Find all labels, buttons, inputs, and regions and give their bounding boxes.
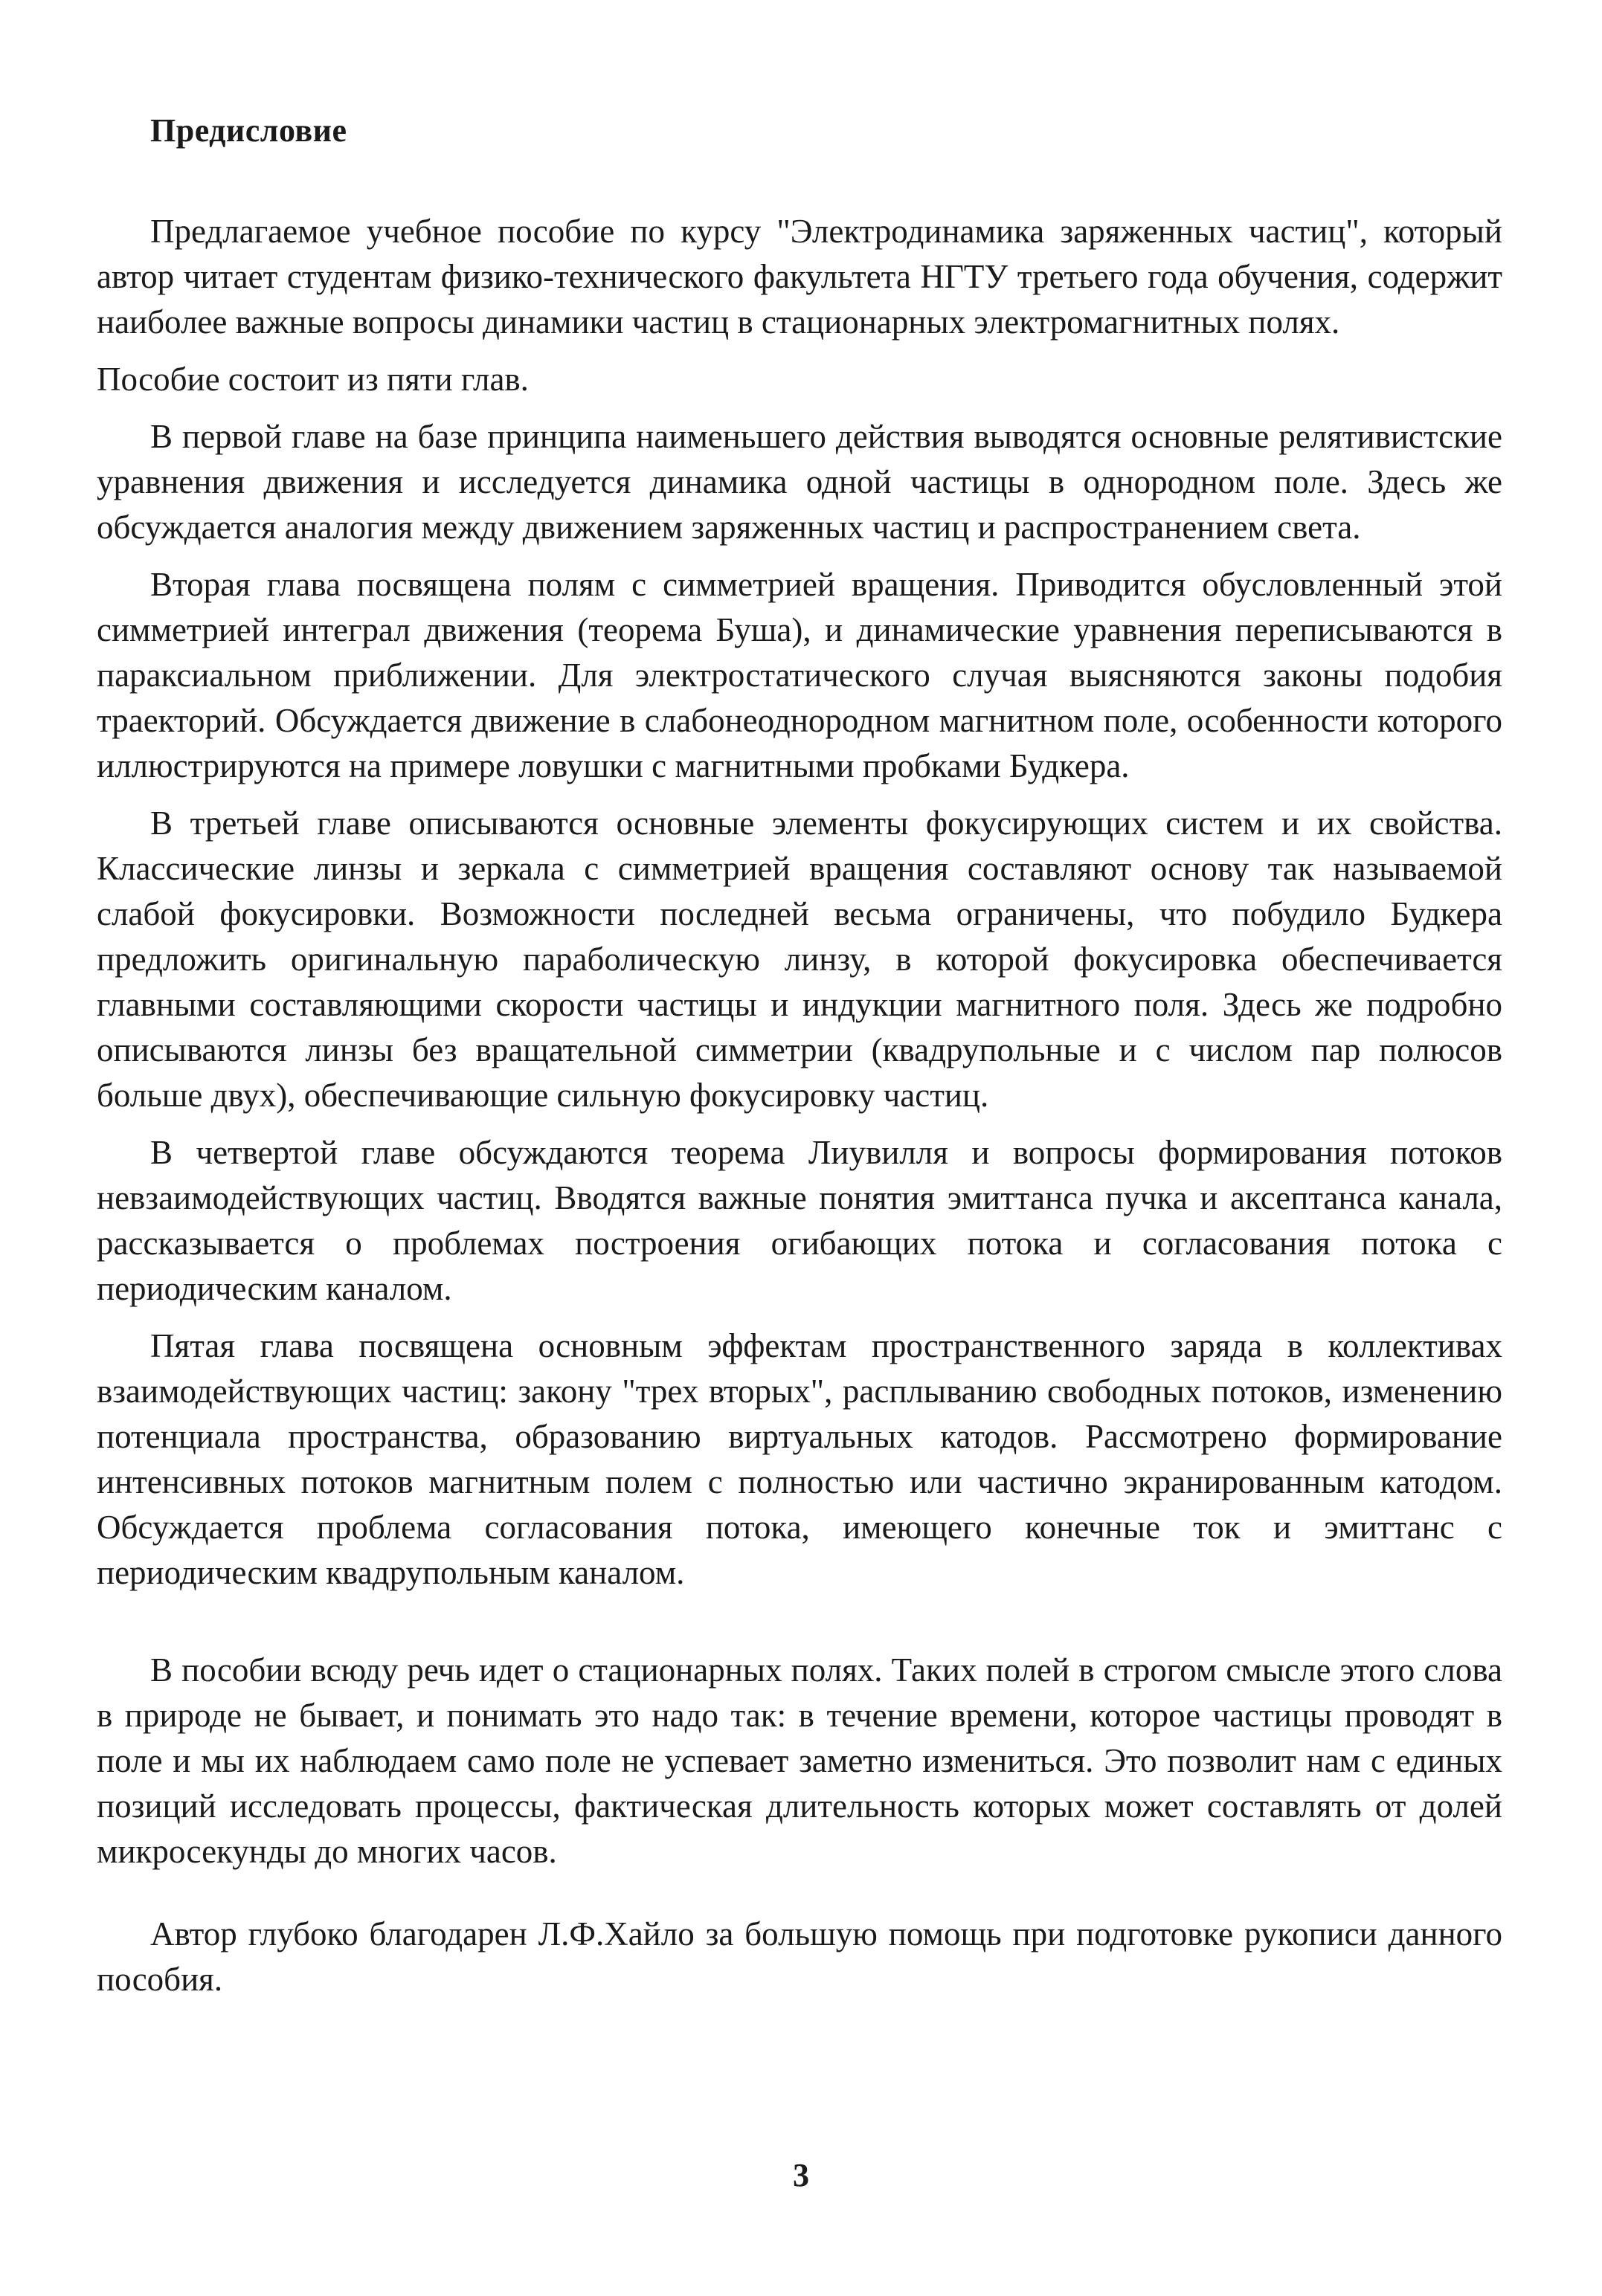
paragraph-chapter-1: В первой главе на базе принципа наименьшего действия выводятся основные релятивистские уравнения движения и исследуется динамика одной частицы в однородном поле. Здесь же обсуждается аналогия между движением заряженных частиц и распространением света. [97, 418, 1502, 546]
page-number: 3 [793, 2157, 809, 2193]
section-heading: Предисловие [150, 112, 347, 149]
document-page [97, 112, 1502, 2014]
paragraph-chapter-3: В третьей главе описываются основные элементы фокусирующих систем и их свойства. Классические линзы и зеркала с симметрией вращения составляют основу так называемой слабой фокусировки. Возможности последней весьма ограничены, что побудило Будкера предложить оригинальную параболическую линзу, в которой фокусировка обеспечивается главными составляющими скорости частицы и индукции магнитного поля. Здесь же подробно описываются линзы без вращательной симметрии (квадрупольные и с числом пар полюсов больше двух), обеспечивающие сильную фокусировку частиц. [97, 804, 1502, 1114]
paragraph-chapter-5: Пятая глава посвящена основным эффектам пространственного заряда в коллективах взаимодействующих частиц: закону "трех вторых", расплыванию свободных потоков, изменению потенциала пространства, образованию виртуальных катодов. Рассмотрено формирование интенсивных потоков магнитным полем с полностью или частично экранированным катодом. Обсуждается проблема согласования потока, имеющего конечные ток и эмиттанс с периодическим квадрупольным каналом. [97, 1327, 1502, 1591]
paragraph-chapter-4: В четвертой главе обсуждаются теорема Лиувилля и вопросы формирования потоков невзаимодействующих частиц. Вводятся важные понятия эмиттанса пучка и аксептанса канала, рассказывается о проблемах построения огибающих потока и согласования потока с периодическим каналом. [97, 1134, 1502, 1307]
paragraph-chapter-count: Пособие состоит из пяти глав. [97, 361, 529, 398]
paragraph-chapter-2: Вторая глава посвящена полям с симметрией вращения. Приводится обусловленный этой симметрией интеграл движения (теорема Буша), и динамические уравнения переписываются в параксиальном приближении. Для электростатического случая выясняются законы подобия траекторий. Обсуждается движение в слабонеоднородном магнитном поле, особенности которого иллюстрируются на примере ловушки с магнитными пробками Будкера. [97, 566, 1502, 784]
paragraph-intro: Предлагаемое учебное пособие по курсу "Электродинамика заряженных частиц", который автор читает студентам физико-технического факультета НГТУ третьего года обучения, содержит наиболее важные вопросы динамики частиц в стационарных электромагнитных полях. [97, 213, 1502, 341]
paragraph-stationary-fields: В пособии всюду речь идет о стационарных полях. Таких полей в строгом смысле этого слова в природе не бывает, и понимать это надо так: в течение времени, которое частицы проводят в поле и мы их наблюдаем само поле не успевает заметно измениться. Это позволит нам с единых позиций исследовать процессы, фактическая длительность которых может составлять от долей микросекунды до многих часов. [97, 1651, 1502, 1870]
paragraph-acknowledgement: Автор глубоко благодарен Л.Ф.Хайло за большую помощь при подготовке рукописи данного пособия. [97, 1915, 1502, 1998]
